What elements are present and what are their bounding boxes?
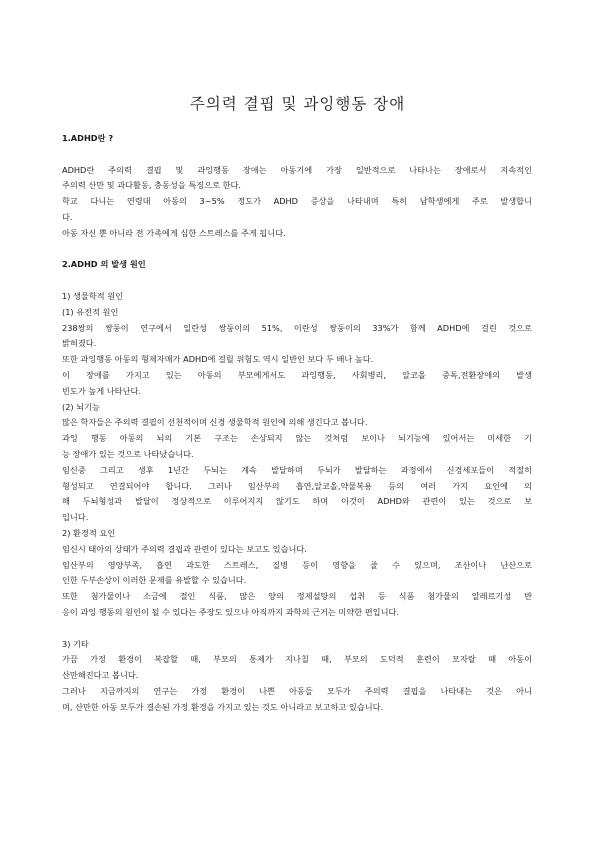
text-line: 3) 기타 [62,638,89,649]
text-line: 응이 과잉 행동의 원인이 될 수 있다는 주장도 있으나 아직까지 과학의 근거는 미약한 편입니다. [62,606,399,617]
text-line: 2) 환경적 요인 [62,527,116,538]
text-line: 해 두뇌형성과 발달이 정상적으로 이루어지지 않기도 하며 이것이 ADHD와 관련이 있는 것으로 보 [62,496,532,507]
text-line: 또한 과잉행동 아동의 형제자매가 ADHD에 걸릴 위험도 역시 일반인 보다 두 배나 높다. [62,354,374,365]
document-body [62,131,532,715]
text-line: 밝혀졌다. [62,338,97,349]
text-line: 과잉 행동 아동의 뇌의 기본 구조는 손상되지 않는 것처럼 보이나 뇌기능에 있어서는 미세한 기 [62,433,532,444]
text-line: (2) 뇌기능 [62,401,100,412]
text-line: 며, 산만한 아동 모두가 결손된 가정 환경을 가지고 있는 것도 아니라고 보고하고 있습니다. [62,701,384,712]
text-line: 빈도가 높게 나타난다. [62,385,141,396]
text-line: 주의력 산만 및 과다활동, 충동성을 특징으로 한다. [62,180,242,191]
text-line: 1) 생물학적 원인 [62,290,124,301]
text-line: 임산부의 영양부족, 흡연 과도한 스트레스, 질병 등이 영향을 줄 수 있으며, 조산이나 난산으로 [62,559,532,570]
text-line: ADHD란 주의력 결핍 및 과잉행동 장애는 아동기에 가장 일반적으로 나타나는 장애로서 지속적인 [62,164,532,175]
blank-line [62,242,532,258]
text-line: 아동 자신 뿐 아니라 전 가족에게 심한 스트레스를 주게 됩니다. [62,227,286,238]
text-line: 이 장애를 가지고 있는 아동의 부모에게서도 과잉행동, 사회병리, 알코올 중독,전환장애의 발생 [62,369,532,380]
text-line: 임신시 태아의 상태가 주의력 결핍과 관련이 있다는 보고도 있습니다. [62,543,307,554]
text-line: 능 장애가 있는 것으로 나타났습니다. [62,448,194,459]
text-line: 인한 두부손상이 이러한 문제를 유발할 수 있습니다. [62,575,247,586]
text-line: 학교 다니는 연령대 아동의 3~5% 정도가 ADHD 증상을 나타내며 특히 남학생에게 주로 발생합니 [62,196,532,207]
text-line: 238쌍의 쌍둥이 연구에서 일란성 쌍둥이의 51%, 이란성 쌍둥이의 33%가 함께 ADHD에 걸린 것으로 [62,322,532,333]
document-title: 주의력 결핍 및 과잉행동 장애 [189,95,406,113]
text-line: 많은 학자들은 주의력 결핍이 선천적이며 신경 생물학적 원인에 의해 생긴다고 봅니다. [62,417,368,428]
text-line: 가끔 가정 환경이 복잡할 때, 부모의 통제가 지나칠 때, 부모의 도덕적 훈련이 모자랄 때 아동이 [62,654,532,665]
text-line: 입니다. [62,512,89,523]
blank-line [62,147,532,163]
blank-line [62,621,532,637]
text-line: (1) 유전적 원인 [62,306,119,317]
text-line: 형성되고 연결되어야 합니다. 그러나 임산부의 흡연,알코올,약물복용 등의 여러 가지 요인에 의 [62,480,532,491]
text-line: 또한 첨가물이나 소금에 절인 식품, 많은 양의 정제설탕의 섭취 등 식품 첨가물의 알레르기성 반 [62,591,532,602]
text-line: 임신중 그리고 생후 1년간 두뇌는 계속 발달하며 두뇌가 발달하는 과정에서 신경세포들이 적절히 [62,464,532,475]
section-heading: 2.ADHD 의 발생 원인 [62,259,146,270]
text-line: 그러나 지금까지의 연구는 가정 환경이 나쁜 아동들 모두가 주의력 결핍을 나타내는 것은 아니 [62,685,532,696]
section-heading: 1.ADHD란 ? [62,133,114,143]
blank-line [62,273,532,289]
text-line: 다. [62,211,73,222]
text-line: 산만해진다고 봅니다. [62,670,139,681]
